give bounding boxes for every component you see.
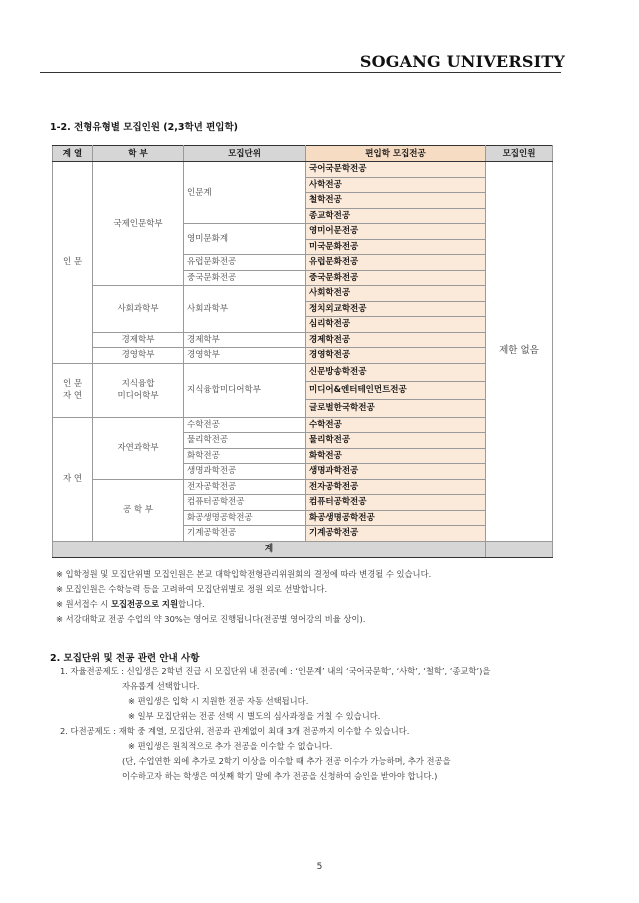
major-cell: 유럽문화전공 [306, 255, 486, 271]
unit-european: 유럽문화전공 [184, 255, 306, 271]
guide-line-7: (단, 수업연한 외에 추가로 2학기 이상을 이수할 때 추가 전공 이수가 가능하며, 추가 전공을 [122, 756, 451, 766]
note-1: ※ 입학정원 및 모집단위별 모집인원은 본교 대학입학전형관리위원회의 결정에 따라 변경될 수 있습니다. [56, 569, 432, 579]
major-cell: 종교학전공 [306, 208, 486, 224]
note-3-pre: ※ 원서접수 시 [56, 599, 111, 609]
table-notes [56, 567, 431, 627]
major-cell: 미디어&엔터테인먼트전공 [306, 381, 486, 399]
major-cell: 글로벌한국학전공 [306, 399, 486, 417]
unit-english-american: 영미문화계 [184, 224, 306, 255]
dept-natural-science: 자연과학부 [93, 417, 184, 479]
note-4: ※ 서강대학교 전공 수업의 약 30%는 영어로 진행됩니다(전공별 영어강의 비율 상이). [56, 614, 366, 624]
group-science: 자 연 [53, 417, 93, 541]
header-unit: 모집단위 [184, 146, 306, 162]
header-quota: 모집인원 [486, 146, 553, 162]
major-cell: 정치외교학전공 [306, 301, 486, 317]
guide-body [60, 664, 580, 784]
total-label: 계 [53, 541, 486, 557]
major-cell: 국어국문학전공 [306, 162, 486, 178]
major-cell: 물리학전공 [306, 433, 486, 449]
group-convergence: 인 문 자 연 [53, 363, 93, 417]
table-header-row [53, 146, 553, 162]
guide-line-3: ※ 편입생은 입학 시 지원한 전공 자동 선택됩니다. [128, 696, 309, 706]
guide-line-1: 1. 자율전공제도 : 신입생은 2학년 진급 시 모집단위 내 전공(예 : ‘인문계’ 내의 ‘국어국문학’, ‘사학’, ‘철학’, ‘종교학’)을 [60, 666, 491, 676]
major-cell: 중국문화전공 [306, 270, 486, 286]
unit-computer: 컴퓨터공학전공 [184, 495, 306, 511]
unit-math: 수학전공 [184, 417, 306, 433]
guide-line-5: 2. 다전공제도 : 재학 중 계열, 모집단위, 전공과 관계없이 최대 3개 전공까지 이수할 수 있습니다. [60, 726, 410, 736]
major-cell: 심리학전공 [306, 317, 486, 333]
unit-chinese: 중국문화전공 [184, 270, 306, 286]
major-cell: 경영학전공 [306, 348, 486, 364]
unit-convergence: 지식융합미디어학부 [184, 363, 306, 417]
unit-business: 경영학부 [184, 348, 306, 364]
table-row [53, 348, 553, 364]
total-value [486, 541, 553, 557]
dept-intl-humanities: 국제인문학부 [93, 162, 184, 286]
unit-humanities: 인문계 [184, 162, 306, 224]
note-3 [56, 597, 431, 612]
unit-mechanical: 기계공학전공 [184, 526, 306, 542]
major-cell: 화학전공 [306, 448, 486, 464]
unit-economics: 경제학부 [184, 332, 306, 348]
unit-chemistry: 화학전공 [184, 448, 306, 464]
guide-line-8: 이수하고자 하는 학생은 여섯째 학기 말에 추가 전공을 신청하여 승인을 받아야 합니다.) [122, 771, 438, 781]
table-row [53, 162, 553, 178]
major-cell: 전자공학전공 [306, 479, 486, 495]
major-cell: 영미어문전공 [306, 224, 486, 240]
unit-life-science: 생명과학전공 [184, 464, 306, 480]
group-humanities: 인 문 [53, 162, 93, 364]
unit-electronic: 전자공학전공 [184, 479, 306, 495]
university-logo-text: SOGANG UNIVERSITY [359, 52, 565, 71]
dept-business: 경영학부 [93, 348, 184, 364]
major-cell: 수학전공 [306, 417, 486, 433]
dept-economics: 경제학부 [93, 332, 184, 348]
unit-social-science: 사회과학부 [184, 286, 306, 333]
header-dept: 학 부 [93, 146, 184, 162]
header-major: 편입학 모집전공 [306, 146, 486, 162]
header-rule [40, 72, 561, 73]
note-3-bold: 모집전공으로 지원 [110, 599, 178, 609]
major-cell: 사학전공 [306, 177, 486, 193]
dept-convergence: 지식융합 미디어학부 [93, 363, 184, 417]
section-title-quota: 1-2. 전형유형별 모집인원 (2,3학년 편입학) [50, 122, 238, 133]
major-cell: 기계공학전공 [306, 526, 486, 542]
note-2: ※ 모집인원은 수학능력 등을 고려하여 모집단위별로 정원 외로 선발합니다. [56, 584, 328, 594]
major-cell: 사회학전공 [306, 286, 486, 302]
header-field: 계 열 [53, 146, 93, 162]
major-cell: 화공생명공학전공 [306, 510, 486, 526]
dept-social-science: 사회과학부 [93, 286, 184, 333]
table-row [53, 286, 553, 302]
major-cell: 신문방송학전공 [306, 363, 486, 381]
major-cell: 미국문화전공 [306, 239, 486, 255]
table-row [53, 363, 553, 381]
major-cell: 생명과학전공 [306, 464, 486, 480]
quota-table [52, 145, 553, 558]
guide-line-4: ※ 일부 모집단위는 전공 선택 시 별도의 심사과정을 거칠 수 있습니다. [128, 711, 381, 721]
section-title-guide: 2. 모집단위 및 전공 관련 안내 사항 [50, 653, 200, 664]
unit-chem-bio: 화공생명공학전공 [184, 510, 306, 526]
major-cell: 철학전공 [306, 193, 486, 209]
page-number: 5 [316, 862, 323, 872]
unit-physics: 물리학전공 [184, 433, 306, 449]
table-row [53, 332, 553, 348]
dept-engineering: 공 학 부 [93, 479, 184, 541]
guide-line-6: ※ 편입생은 원칙적으로 추가 전공을 이수할 수 없습니다. [128, 741, 333, 751]
major-cell: 컴퓨터공학전공 [306, 495, 486, 511]
guide-line-2: 자유롭게 선택합니다. [122, 681, 200, 691]
table-row [53, 479, 553, 495]
total-row [53, 541, 553, 557]
note-3-post: 합니다. [177, 599, 205, 609]
table-row [53, 417, 553, 433]
quota-cell: 제한 없음 [486, 162, 553, 542]
major-cell: 경제학전공 [306, 332, 486, 348]
